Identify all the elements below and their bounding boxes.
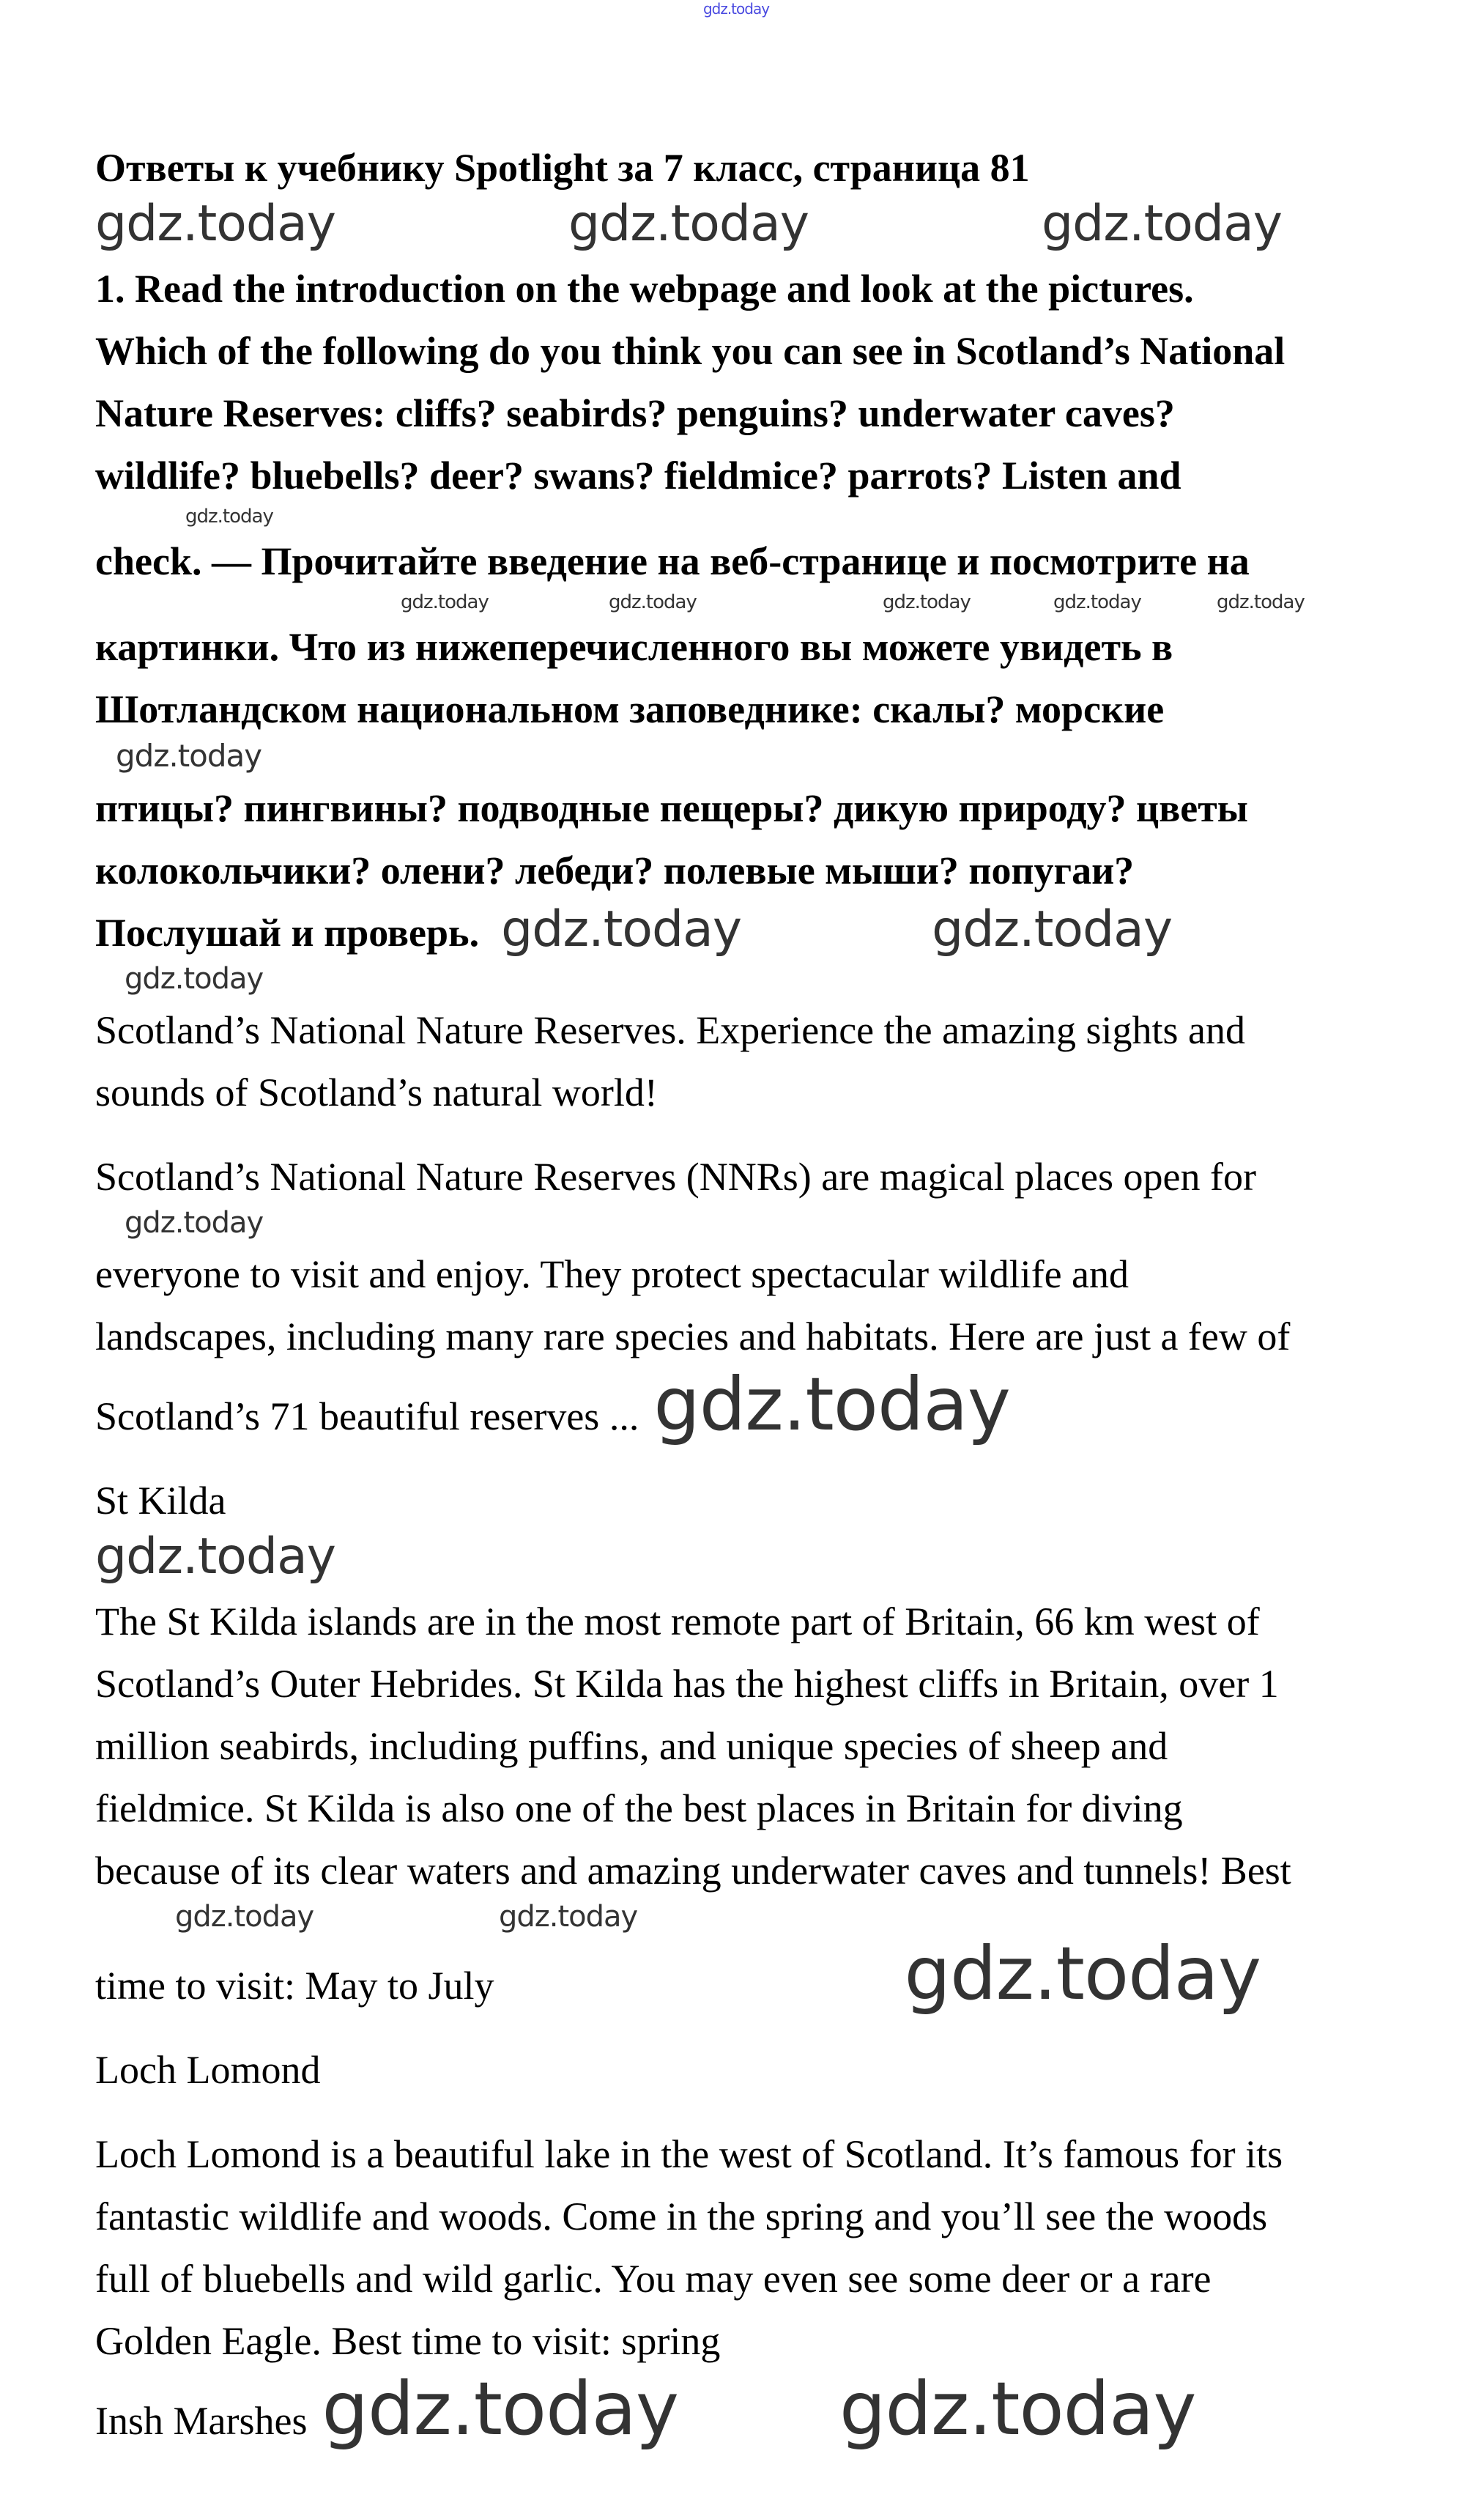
nnr-paragraph xyxy=(0,1146,1484,1448)
watermark: gdz.today xyxy=(499,1900,638,1934)
watermark-row xyxy=(0,507,1484,530)
watermark-row xyxy=(0,1528,1484,1591)
watermark: gdz.today xyxy=(125,1206,264,1240)
task-line: Шотландском национальном заповеднике: скалы? морские xyxy=(95,687,1165,731)
watermark: gdz.today xyxy=(175,1900,314,1934)
watermark: gdz.today xyxy=(95,1528,335,1586)
watermark-row xyxy=(0,195,1484,258)
st-kilda-line: fieldmice. St Kilda is also one of the best places in Britain for diving xyxy=(95,1786,1183,1830)
watermark: gdz.today xyxy=(1217,591,1305,613)
watermark: gdz.today xyxy=(839,2366,1196,2452)
watermark: gdz.today xyxy=(653,1361,1010,1447)
task-line: Послушай и проверь. xyxy=(95,911,480,955)
st-kilda-line-with-watermark xyxy=(0,1931,1484,2017)
task-line-with-watermarks xyxy=(0,902,1484,964)
st-kilda-line: The St Kilda islands are in the most remote part of Britain, 66 km west of xyxy=(95,1600,1260,1643)
watermark: gdz.today xyxy=(116,738,262,774)
watermark-row xyxy=(0,593,1484,616)
intro-paragraph xyxy=(0,999,1484,1124)
watermark: gdz.today xyxy=(185,506,273,528)
nnr-line: landscapes, including many rare species and habitats. Here are just a few of xyxy=(95,1314,1291,1358)
watermark-row xyxy=(0,738,1484,777)
watermark: gdz.today xyxy=(904,1931,1261,2016)
task-line: 1. Read the introduction on the webpage and look at the pictures. xyxy=(95,267,1194,311)
st-kilda-section xyxy=(0,1470,1484,2017)
watermark-row xyxy=(0,1902,1484,1937)
task-line: wildlife? bluebells? deer? swans? fieldmice? parrots? Listen and xyxy=(95,454,1181,498)
watermark: gdz.today xyxy=(932,901,1173,958)
watermark: gdz.today xyxy=(501,901,742,958)
st-kilda-line: million seabirds, including puffins, and unique species of sheep and xyxy=(95,1724,1168,1768)
nnr-line: everyone to visit and enjoy. They protect spectacular wildlife and xyxy=(95,1252,1129,1296)
intro-line: sounds of Scotland’s natural world! xyxy=(95,1070,658,1114)
section-title: St Kilda xyxy=(95,1479,226,1523)
intro-line: Scotland’s National Nature Reserves. Experience the amazing sights and xyxy=(95,1008,1246,1052)
task-line: check. — Прочитайте введение на веб-странице и посмотрите на xyxy=(95,539,1250,583)
watermark-row xyxy=(0,1208,1484,1243)
st-kilda-line: time to visit: May to July xyxy=(95,1964,494,2008)
loch-lomond-line: Loch Lomond is a beautiful lake in the west of Scotland. It’s famous for its xyxy=(95,2132,1283,2176)
watermark: gdz.today xyxy=(609,591,697,613)
nnr-line: Scotland’s 71 beautiful reserves ... xyxy=(95,1394,639,1438)
insh-marshes-line xyxy=(0,2366,1484,2452)
loch-lomond-section xyxy=(0,2039,1484,2373)
section-title: Insh Marshes xyxy=(95,2399,308,2443)
watermark: gdz.today xyxy=(322,2366,679,2452)
section-title: Loch Lomond xyxy=(95,2048,321,2092)
loch-lomond-line: full of bluebells and wild garlic. You may even see some deer or a rare xyxy=(95,2257,1212,2301)
watermark: gdz.today xyxy=(125,962,264,996)
nnr-line-with-watermark xyxy=(0,1361,1484,1448)
watermark: gdz.today xyxy=(95,195,335,253)
nnr-line: Scotland’s National Nature Reserves (NNRs) are magical places open for xyxy=(95,1155,1256,1199)
loch-lomond-line: Golden Eagle. Best time to visit: spring xyxy=(95,2319,721,2363)
task-line: картинки. Что из нижеперечисленного вы можете увидеть в xyxy=(95,625,1173,669)
st-kilda-line: Scotland’s Outer Hebrides. St Kilda has the highest cliffs in Britain, over 1 xyxy=(95,1662,1279,1706)
watermark: gdz.today xyxy=(568,195,809,253)
watermark: gdz.today xyxy=(1042,195,1282,253)
task-line: птицы? пингвины? подводные пещеры? дикую природу? цветы xyxy=(95,786,1248,830)
task-line: колокольчики? олени? лебеди? полевые мыши? попугаи? xyxy=(95,848,1135,892)
watermark-row xyxy=(0,964,1484,999)
loch-lomond-line: fantastic wildlife and woods. Come in the spring and you’ll see the woods xyxy=(95,2194,1268,2238)
top-watermark: gdz.today xyxy=(702,0,770,18)
task-line: Nature Reserves: cliffs? seabirds? penguins? underwater caves? xyxy=(95,391,1175,435)
watermark: gdz.today xyxy=(401,591,489,613)
task-text xyxy=(0,258,1484,964)
page-heading: Ответы к учебнику Spotlight за 7 класс, страница 81 xyxy=(95,146,1030,190)
st-kilda-line: because of its clear waters and amazing underwater caves and tunnels! Best xyxy=(95,1849,1291,1893)
watermark: gdz.today xyxy=(1053,591,1141,613)
task-line: Which of the following do you think you can see in Scotland’s National xyxy=(95,329,1285,373)
watermark: gdz.today xyxy=(883,591,971,613)
